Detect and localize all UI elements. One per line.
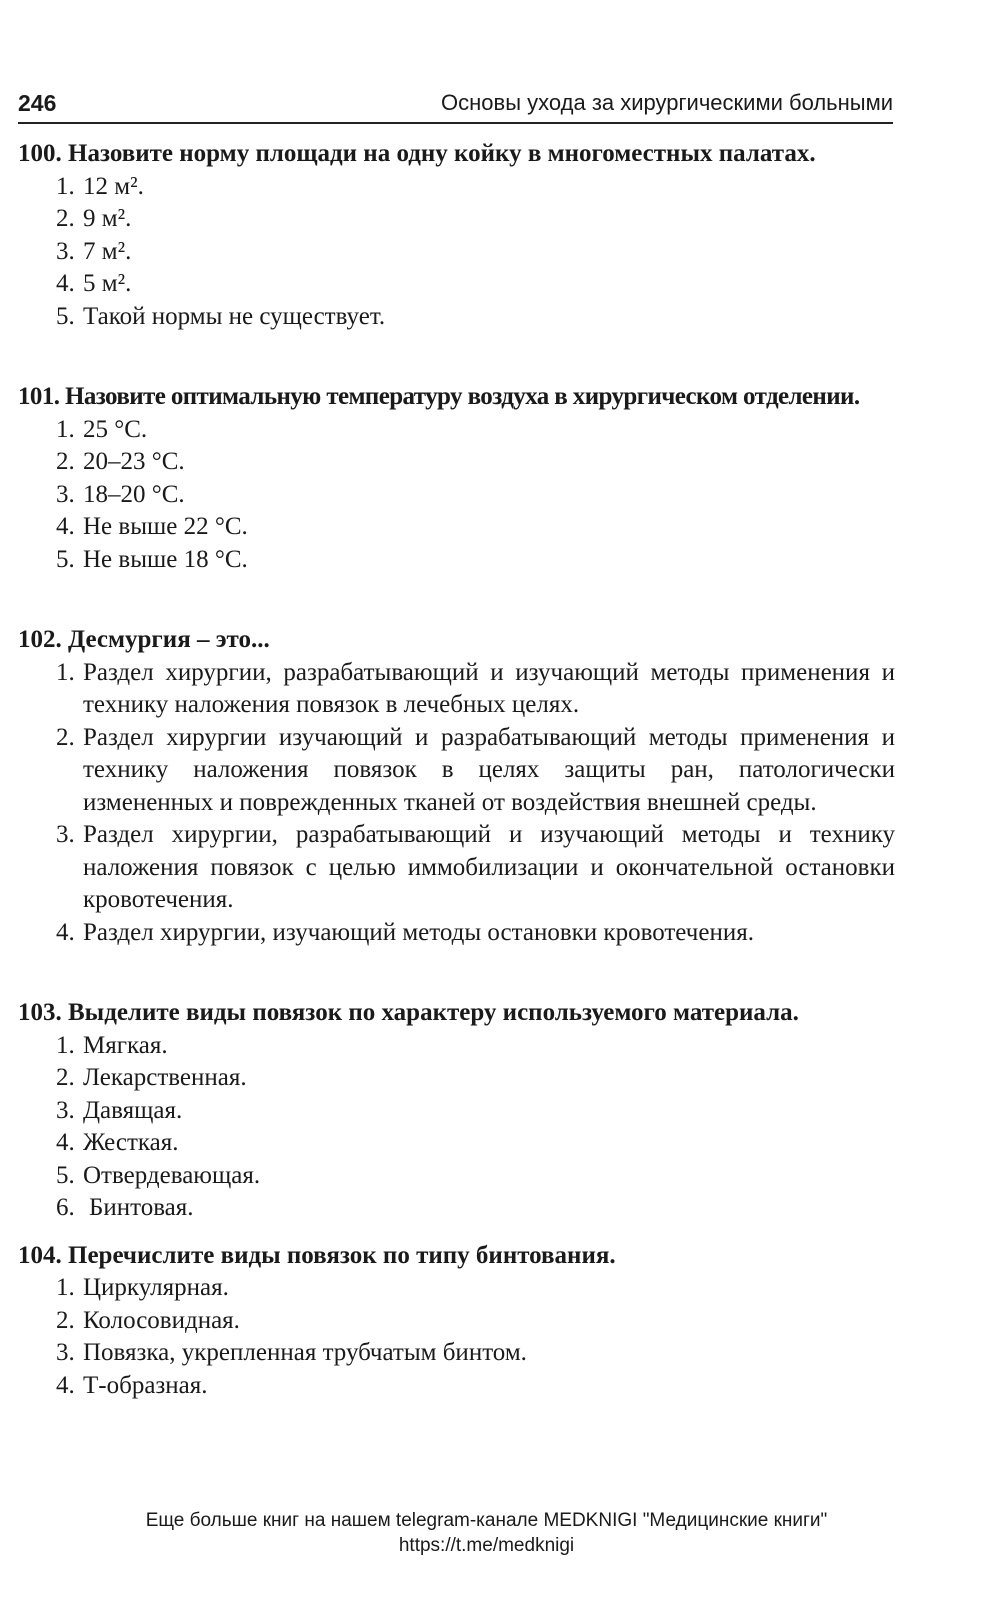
answer-text: Давящая. [83,1096,183,1124]
answer-number: 1. [56,172,75,200]
page-number: 246 [18,90,57,116]
answer-item [18,1030,895,1063]
answer-number: 4. [56,1129,75,1156]
answer-text: Отвердевающая. [83,1161,261,1189]
answer-list [18,414,895,577]
answer-item [18,1127,895,1160]
spacer [18,1225,895,1240]
answer-list [18,1272,895,1402]
answer-text: Колосовидная. [83,1306,240,1334]
answer-number: 4. [56,918,75,946]
answer-text: Такой нормы не существует. [83,302,386,330]
answer-text: Раздел хирургии, разрабатывающий и изучающий методы применения и технику наложения повязок в лечебных целях. [83,658,895,718]
answer-number: 3. [56,1096,75,1124]
answer-text: Циркулярная. [83,1274,229,1301]
answer-text: 7 м². [83,237,132,265]
answer-item [18,446,895,479]
answer-text: Мягкая. [83,1031,168,1059]
question-title: 100. Назовите норму площади на одну койку в многоместных палатах. [18,140,816,167]
answer-number: 4. [56,1371,75,1399]
answer-number: 3. [56,480,75,508]
answer-item [18,1370,895,1403]
answer-number: 1. [56,658,75,686]
answer-number: 1. [56,1031,75,1059]
answer-item [18,1192,895,1225]
answer-text: 18–20 °С. [83,480,185,508]
answer-number: 3. [56,1339,75,1366]
answer-item [18,657,895,722]
answer-number: 1. [56,415,75,443]
answer-item [18,268,895,301]
answer-text: 12 м². [83,172,144,200]
answer-text: Не выше 18 °С. [83,545,248,573]
answer-text: Повязка, укрепленная трубчатым бинтом. [83,1339,527,1366]
question-102 [18,624,895,949]
answer-item [18,301,895,334]
answer-text: Жесткая. [83,1129,179,1156]
question-title: 102. Десмургия – это... [18,626,270,653]
answer-number: 2. [56,1064,75,1091]
question-100 [18,138,895,333]
answer-text: Раздел хирургии, изучающий методы остановки кровотечения. [83,918,754,946]
answer-number: 4. [56,513,75,540]
answer-text: Раздел хирургии изучающий и разрабатывающий методы применения и технику наложения повязок в целях защиты ран, патологически измененных и поврежденных тканей от воздействия внешней среды. [83,723,895,816]
answer-number: 3. [56,237,75,265]
spacer [18,949,895,997]
answer-item [18,1062,895,1095]
answer-number: 5. [56,302,75,330]
page-header [18,88,893,124]
answer-number: 5. [56,1161,75,1189]
answer-item [18,1095,895,1128]
answer-number: 2. [56,448,75,475]
answer-text: Бинтовая. [89,1194,194,1221]
question-101 [18,381,895,576]
answer-number: 4. [56,270,75,297]
answer-text: Т-образная. [83,1371,208,1399]
answer-item [18,917,895,950]
running-title: Основы ухода за хирургическими больными [441,90,893,115]
question-title: 103. Выделите виды повязок по характеру используемого материала. [18,999,799,1026]
answer-list [18,171,895,334]
answer-item [18,722,895,820]
answer-text: 9 м². [83,205,132,232]
answer-item [18,203,895,236]
answer-item [18,1272,895,1305]
answer-number: 6. [56,1194,75,1221]
question-104 [18,1240,895,1403]
answer-number: 3. [56,821,75,848]
answer-item [18,1305,895,1338]
question-title: 101. Назовите оптимальную температуру воздуха в хирургическом отделении. [18,383,860,410]
question-103 [18,997,895,1225]
footer-link[interactable]: https://t.me/medknigi [398,1535,575,1556]
answer-item [18,479,895,512]
answer-text: Лекарственная. [83,1064,247,1091]
page-content [18,138,895,1402]
answer-item [18,511,895,544]
answer-text: 5 м². [83,270,132,297]
answer-item [18,544,895,577]
answer-item [18,1160,895,1193]
answer-text: Не выше 22 °С. [83,513,248,540]
spacer [18,333,895,381]
question-title: 104. Перечислите виды повязок по типу бинтования. [18,1241,616,1269]
answer-number: 5. [56,545,75,573]
answer-item [18,1337,895,1370]
answer-text: 25 °С. [83,415,148,443]
footer-promo-text: Еще больше книг на нашем telegram-канале MEDKNIGI "Медицинские книги" [145,1510,828,1531]
answer-text: Раздел хирургии, разрабатывающий и изучающий методы и технику наложения повязок с целью иммобилизации и окончательной остановки кровотечения. [83,821,895,913]
answer-number: 2. [56,205,75,232]
answer-list [18,1030,895,1225]
answer-list [18,657,895,950]
answer-item [18,171,895,204]
answer-number: 1. [56,1274,75,1301]
answer-item [18,236,895,269]
answer-item [18,414,895,447]
answer-number: 2. [56,1306,75,1334]
answer-number: 2. [56,723,75,751]
spacer [18,576,895,624]
answer-text: 20–23 °С. [83,448,185,475]
answer-item [18,819,895,917]
page-footer [0,1508,987,1558]
